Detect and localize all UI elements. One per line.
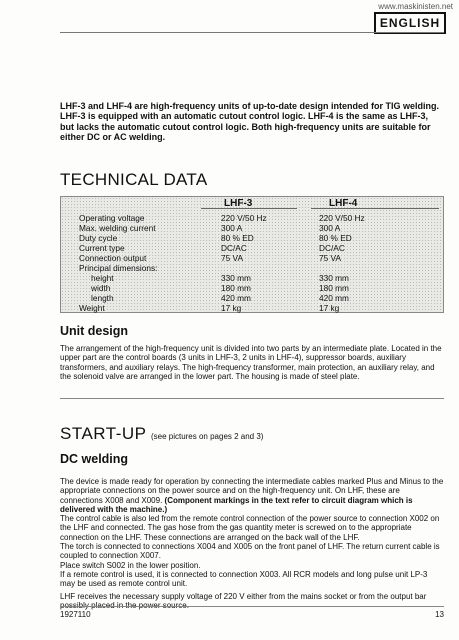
lhf4-value: 17 kg xyxy=(319,303,340,313)
dc-p1-bold: (Component markings in the text refer to circuit diagram which is delivered with the machine.) xyxy=(60,495,413,514)
dc-paragraph-6: LHF receives the necessary supply voltage of 220 V either from the mains socket or from the output bar possibly placed in the power source. xyxy=(60,591,427,610)
spec-label: Weight xyxy=(79,303,105,313)
dc-p1-text: The device is made ready for operation by connecting the intermediate cables marked Plus and Minus to the appropriate connections on the power source and on the high-frequency unit. On LHF, these are connections X008 and X009. xyxy=(60,477,444,505)
dc-paragraph-1 xyxy=(60,477,444,514)
spec-label: Duty cycle xyxy=(79,233,118,243)
lhf4-value: 180 mm xyxy=(319,283,349,293)
spec-label: Operating voltage xyxy=(79,213,145,223)
spec-label: Principal dimensions: xyxy=(79,263,158,273)
startup-heading: START-UP xyxy=(60,424,147,443)
spec-labels xyxy=(79,213,157,313)
spec-label: length xyxy=(91,293,114,303)
spec-label: Connection output xyxy=(79,253,147,263)
dc-welding-body xyxy=(60,477,444,610)
startup-heading-block xyxy=(60,424,263,444)
section-rule xyxy=(60,398,444,399)
lhf3-value: 420 mm xyxy=(221,293,251,303)
spec-label: height xyxy=(91,273,114,283)
dc-paragraph-4: Place switch S002 in the lower position. xyxy=(60,560,201,570)
lhf3-value: 300 A xyxy=(221,223,243,233)
page-number: 13 xyxy=(435,610,444,619)
lhf3-value: 220 V/50 Hz xyxy=(221,213,267,223)
lhf4-value: 330 mm xyxy=(319,273,349,283)
dc-welding-heading: DC welding xyxy=(60,452,129,466)
lhf4-value: 75 VA xyxy=(319,253,341,263)
spec-label: Max. welding current xyxy=(79,223,156,233)
top-rule xyxy=(60,32,444,33)
lhf3-value: 75 VA xyxy=(221,253,243,263)
dc-paragraph-2: The control cable is also led from the remote control connection of the power source to connection X002 on the LHF and connected. The gas hose from the gas quantity meter is screwed on to the appropriate connection on the LHF. These connections are arranged on the back wall of the LHF. xyxy=(60,514,440,542)
spec-label: Current type xyxy=(79,243,125,253)
dc-paragraph-3: The torch is connected to connections X004 and X005 on the front panel of LHF. The return current cable is coupled to connection X007. xyxy=(60,542,440,561)
lhf3-value: 80 % ED xyxy=(221,233,254,243)
spec-label: width xyxy=(91,283,111,293)
document-code: 1927110 xyxy=(60,610,91,619)
footer-rule xyxy=(60,606,444,607)
lhf4-values xyxy=(319,213,365,313)
dc-paragraph-5: If a remote control is used, it is connected to connection X003. All RCR models and long pulse unit LP-3 may be used as remote control unit. xyxy=(60,569,428,589)
lhf4-value xyxy=(319,263,365,273)
lhf3-value xyxy=(221,263,267,273)
lhf4-value: 220 V/50 Hz xyxy=(319,213,365,223)
unit-design-paragraph: The arrangement of the high-frequency unit is divided into two parts by an intermediate plate. Located in the upper part are the control boards (3 units in LHF-3, 2 units in LHF-4), suppressor boards, auxiliary transformers, and auxiliary relays. The high-frequency transformer, main protection, an auxiliary relay, and the solenoid valve are arranged in the lower part. The housing is made of steel plate. xyxy=(60,344,442,381)
language-label: ENGLISH xyxy=(374,12,446,34)
intro-paragraph: LHF-3 and LHF-4 are high-frequency units of up-to-date design intended for TIG welding. LHF-3 is equipped with an automatic cutout control logic. LHF-4 is the same as LHF-3, but lacks the automatic cutout control logic. Both high-frequency units are suitable for either DC or AC welding. xyxy=(60,101,439,142)
lhf3-values xyxy=(221,213,267,313)
lhf3-value: DC/AC xyxy=(221,243,247,253)
lhf4-value: 80 % ED xyxy=(319,233,352,243)
unit-design-heading: Unit design xyxy=(60,324,129,338)
table-header-lhf3: LHF-3 xyxy=(224,198,253,209)
lhf3-value: 180 mm xyxy=(221,283,251,293)
table-header-rule xyxy=(201,208,297,209)
lhf3-value: 330 mm xyxy=(221,273,251,283)
watermark: www.maskinisten.net xyxy=(378,2,453,11)
table-header-rule xyxy=(311,208,439,209)
lhf3-value: 17 kg xyxy=(221,303,242,313)
technical-data-heading: TECHNICAL DATA xyxy=(60,170,208,189)
lhf4-value: 420 mm xyxy=(319,293,349,303)
table-header-lhf4: LHF-4 xyxy=(329,198,358,209)
lhf4-value: DC/AC xyxy=(319,243,345,253)
startup-note: (see pictures on pages 2 and 3) xyxy=(150,432,264,441)
lhf4-value: 300 A xyxy=(319,223,341,233)
technical-data-table xyxy=(60,196,444,313)
